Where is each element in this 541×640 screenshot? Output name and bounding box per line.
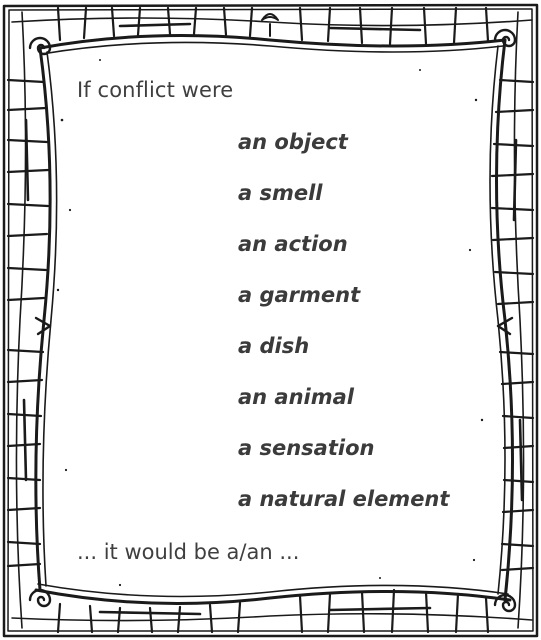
prompt-outro: ... it would be a/an ... xyxy=(77,540,300,564)
prompt-item: an object xyxy=(238,130,348,154)
prompt-item: an animal xyxy=(238,385,355,409)
prompt-item: a smell xyxy=(238,181,323,205)
prompt-item: a natural element xyxy=(238,487,450,511)
prompt-intro: If conflict were xyxy=(77,78,234,102)
prompt-item-list xyxy=(238,127,449,535)
prompt-item: a dish xyxy=(238,334,310,358)
prompt-item: a sensation xyxy=(238,436,375,460)
prompt-item: a garment xyxy=(238,283,361,307)
prompt-item: an action xyxy=(238,232,348,256)
